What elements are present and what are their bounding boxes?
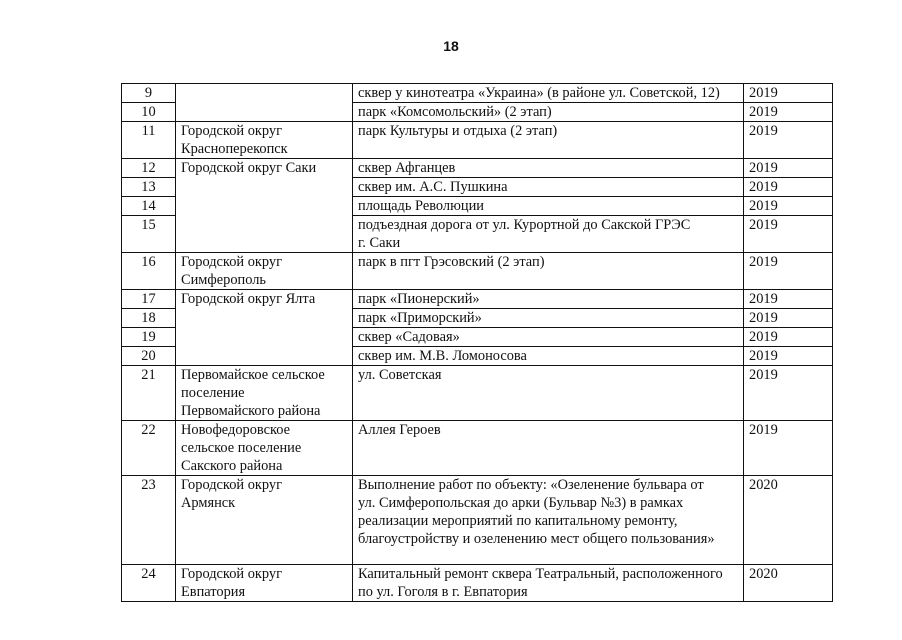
object-cell (353, 366, 744, 421)
row-number-cell: 16 (122, 253, 176, 290)
row-number-cell: 13 (122, 178, 176, 197)
district-cell-line: Сакского района (181, 458, 283, 474)
district-cell-line: Городской округ Ялта (181, 291, 316, 307)
object-cell (353, 565, 744, 602)
year-cell: 2019 (744, 309, 833, 328)
year-cell: 2019 (744, 328, 833, 347)
year-cell: 2019 (744, 421, 833, 476)
year-cell: 2020 (744, 565, 833, 602)
object-cell (353, 290, 744, 309)
object-cell (353, 347, 744, 366)
object-cell-line: Капитальный ремонт сквера Театральный, расположенного (358, 566, 723, 582)
object-cell-line: подъездная дорога от ул. Курортной до Сакской ГРЭС (358, 217, 691, 233)
table-row (122, 565, 833, 602)
row-number-cell: 15 (122, 216, 176, 253)
district-cell (176, 290, 353, 366)
object-cell (353, 309, 744, 328)
district-cell (176, 366, 353, 421)
year-cell: 2019 (744, 159, 833, 178)
object-cell-line: сквер Афганцев (358, 160, 456, 176)
year-cell: 2019 (744, 84, 833, 103)
year-cell: 2019 (744, 197, 833, 216)
row-number-cell: 17 (122, 290, 176, 309)
object-cell-line: Выполнение работ по объекту: «Озеленение бульвара от (358, 477, 704, 493)
object-cell (353, 84, 744, 103)
object-cell-line: ул. Симферопольская до арки (Бульвар №3) в рамках (358, 495, 684, 511)
district-cell-line: Первомайского района (181, 403, 321, 419)
object-cell-line: сквер у кинотеатра «Украина» (в районе ул. Советской, 12) (358, 85, 720, 101)
district-cell-line: Первомайское сельское (181, 367, 325, 383)
district-cell (176, 253, 353, 290)
object-cell-line: Аллея Героев (358, 422, 441, 438)
page-number: 18 (443, 38, 459, 54)
object-cell-line: парк в пгт Грэсовский (2 этап) (358, 254, 545, 270)
object-cell-line: благоустройству и озеленению мест общего пользования» (358, 531, 715, 547)
object-cell (353, 178, 744, 197)
district-cell-line: Красноперекопск (181, 141, 288, 157)
year-cell: 2019 (744, 103, 833, 122)
object-cell (353, 421, 744, 476)
object-cell-line: парк Культуры и отдыха (2 этап) (358, 123, 558, 139)
row-number-cell: 22 (122, 421, 176, 476)
district-cell (176, 476, 353, 565)
object-cell-line: по ул. Гоголя в г. Евпатория (358, 584, 528, 600)
district-cell-line: поселение (181, 385, 245, 401)
district-cell-line: Евпатория (181, 584, 246, 600)
district-cell-line: Городской округ (181, 566, 282, 582)
object-cell (353, 328, 744, 347)
object-cell (353, 159, 744, 178)
object-cell-line: парк «Пионерский» (358, 291, 480, 307)
district-cell (176, 122, 353, 159)
table-row (122, 253, 833, 290)
district-cell (176, 159, 353, 253)
object-cell-line: сквер «Садовая» (358, 329, 460, 345)
district-cell (176, 84, 353, 122)
year-cell: 2019 (744, 290, 833, 309)
object-cell-line: парк «Комсомольский» (2 этап) (358, 104, 552, 120)
district-cell-line: сельское поселение (181, 440, 302, 456)
row-number-cell: 18 (122, 309, 176, 328)
year-cell: 2019 (744, 366, 833, 421)
table-row (122, 366, 833, 421)
year-cell: 2020 (744, 476, 833, 565)
table-row (122, 421, 833, 476)
object-cell-line: сквер им. М.В. Ломоносова (358, 348, 527, 364)
district-cell (176, 421, 353, 476)
district-cell (176, 565, 353, 602)
district-cell-line: Городской округ (181, 123, 282, 139)
year-cell: 2019 (744, 216, 833, 253)
object-cell-line: сквер им. А.С. Пушкина (358, 179, 508, 195)
object-cell-line: площадь Революции (358, 198, 484, 214)
row-number-cell: 9 (122, 84, 176, 103)
row-number-cell: 12 (122, 159, 176, 178)
table-row (122, 84, 833, 103)
object-cell (353, 197, 744, 216)
object-cell (353, 476, 744, 565)
row-number-cell: 10 (122, 103, 176, 122)
district-cell-line: Армянск (181, 495, 236, 511)
object-cell (353, 122, 744, 159)
year-cell: 2019 (744, 253, 833, 290)
object-cell (353, 253, 744, 290)
row-number-cell: 20 (122, 347, 176, 366)
row-number-cell: 19 (122, 328, 176, 347)
object-cell (353, 103, 744, 122)
year-cell: 2019 (744, 347, 833, 366)
year-cell: 2019 (744, 178, 833, 197)
table-row (122, 476, 833, 565)
district-cell-line: Городской округ (181, 477, 282, 493)
district-cell-line: Симферополь (181, 272, 266, 288)
district-cell-line: Новофедоровское (181, 422, 291, 438)
district-cell-line: Городской округ (181, 254, 282, 270)
row-number-cell: 21 (122, 366, 176, 421)
district-cell-line: Городской округ Саки (181, 160, 317, 176)
object-cell-line: реализации мероприятий по капитальному ремонту, (358, 513, 678, 529)
table-row (122, 290, 833, 309)
object-cell-line: парк «Приморский» (358, 310, 482, 326)
object-cell (353, 216, 744, 253)
year-cell: 2019 (744, 122, 833, 159)
row-number-cell: 24 (122, 565, 176, 602)
objects-table (121, 83, 833, 602)
table-row (122, 122, 833, 159)
object-cell-line: ул. Советская (358, 367, 442, 383)
table-row (122, 159, 833, 178)
object-cell-line: г. Саки (358, 235, 401, 251)
row-number-cell: 14 (122, 197, 176, 216)
row-number-cell: 23 (122, 476, 176, 565)
row-number-cell: 11 (122, 122, 176, 159)
